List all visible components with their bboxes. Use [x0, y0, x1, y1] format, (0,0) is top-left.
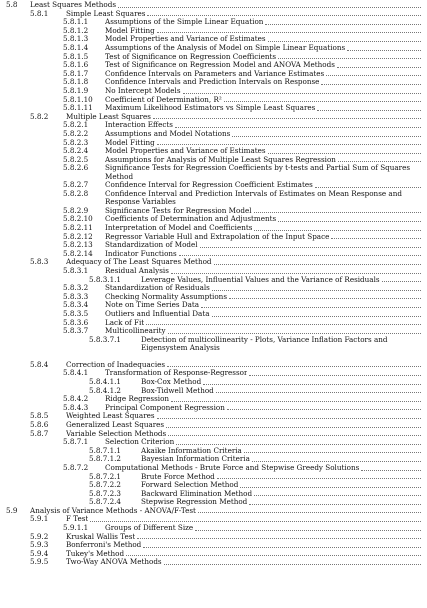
dot-leader: [146, 324, 421, 325]
toc-entry[interactable]: [0, 361, 427, 370]
toc-entry[interactable]: [0, 395, 427, 404]
toc-entry-number: 5.8.1.8: [63, 78, 89, 87]
toc-entry-title: Detection of multicollinearity - Plots, Variance Inflation Factors and Eigensystem Analysis: [141, 335, 388, 353]
dot-leader: [164, 564, 421, 565]
toc-entry[interactable]: [0, 27, 427, 36]
toc-entry-number: 5.8.3.6: [63, 318, 89, 327]
dot-leader: [278, 58, 421, 59]
toc-entry-title: Maximum Likelihood Estimators vs Simple Least Squares: [105, 104, 316, 113]
dot-leader: [254, 230, 421, 231]
toc-entry-title: Assumptions of the Simple Linear Equation: [105, 18, 264, 27]
toc-entry-number: 5.8.1.4: [63, 43, 89, 52]
toc-entry[interactable]: [0, 369, 427, 378]
toc-entry-number: 5.8.4.3: [63, 403, 89, 412]
toc-entry-number: 5.8.1.10: [63, 95, 93, 104]
dot-leader: [326, 75, 421, 76]
toc-entry-title: Regressor Variable Hull and Extrapolation of the Input Space: [105, 232, 330, 241]
toc-entry-title: Kruskal Wallis Test: [66, 532, 136, 541]
toc-entry[interactable]: [0, 70, 427, 79]
toc-entry[interactable]: [0, 284, 427, 293]
dot-leader: [171, 401, 421, 402]
toc-entry-title: Confidence Intervals and Prediction Intervals on Response: [105, 78, 320, 87]
dot-leader: [361, 470, 421, 471]
toc-entry-number: 5.9: [6, 506, 18, 515]
toc-entry-title: Adequacy of The Least Squares Method: [66, 258, 212, 267]
toc-entry-number: 5.8.2.5: [63, 155, 89, 164]
toc-entry-title: Backward Elimination Method: [141, 489, 253, 498]
toc-entry[interactable]: [0, 293, 427, 302]
dot-leader: [347, 50, 421, 51]
toc-entry-title: Forward Selection Method: [141, 481, 239, 490]
dot-leader: [143, 547, 421, 548]
toc-entry-title: Test of Significance on Regression Coefficients: [105, 52, 277, 61]
toc-entry-title: Standardization of Residuals: [105, 284, 210, 293]
toc-entry[interactable]: [0, 541, 427, 550]
toc-entry-number: 5.8.3.7: [63, 327, 89, 336]
toc-entry[interactable]: [0, 156, 427, 165]
toc-entry[interactable]: [0, 430, 427, 439]
dot-leader: [200, 247, 421, 248]
toc-entry-title: Multiple Least Squares: [66, 112, 151, 121]
dot-leader: [179, 255, 421, 256]
dot-leader: [147, 15, 421, 16]
dot-leader: [244, 452, 421, 453]
toc-entry-number: 5.8.7.2.3: [89, 489, 122, 498]
toc-entry-title: Indicator Functions: [105, 249, 177, 258]
toc-entry-title: Assumptions and Model Notations: [105, 129, 231, 138]
dot-leader: [229, 298, 421, 299]
toc-entry-number: 5.8.2.10: [63, 215, 93, 224]
toc-entry-title: Akaike Information Criteria: [141, 446, 242, 455]
dot-leader: [157, 418, 421, 419]
toc-entry[interactable]: [0, 241, 427, 250]
toc-entry-title: Assumptions of the Analysis of Model on Simple Linear Equations: [105, 43, 346, 52]
toc-entry[interactable]: [0, 447, 427, 456]
toc-entry[interactable]: [0, 18, 427, 27]
toc-entry-number: 5.8.1: [30, 9, 49, 18]
toc-spacer: [0, 353, 427, 361]
toc-entry-title: Least Squares Methods: [30, 1, 117, 9]
dot-leader: [317, 110, 421, 111]
dot-leader: [315, 187, 421, 188]
toc-entry[interactable]: [0, 233, 427, 242]
dot-leader: [157, 144, 421, 145]
toc-entry-title: Note on Time Series Data: [105, 301, 200, 310]
toc-entry-title: Assumptions for Analysis of Multiple Least Squares Regression: [105, 155, 336, 164]
toc-entry-number: 5.8.7.2: [63, 463, 89, 472]
toc-entry[interactable]: [0, 104, 427, 113]
toc-entry-number: 5.8.7.1.2: [89, 455, 122, 464]
dot-leader: [166, 427, 421, 428]
toc-entry[interactable]: [0, 464, 427, 473]
toc-entry-title: Lack of Fit: [105, 318, 145, 327]
toc-entry-number: 5.8.2.3: [63, 138, 89, 147]
toc-entry-number: 5.8.7.1.1: [89, 446, 122, 455]
toc-entry[interactable]: [0, 53, 427, 62]
toc-entry-number: 5.8.2.2: [63, 129, 89, 138]
toc-entry[interactable]: [0, 139, 427, 148]
toc-entry[interactable]: [0, 215, 427, 224]
dot-leader: [171, 273, 421, 274]
toc-entry-title: Coefficients of Determination and Adjustments: [105, 215, 277, 224]
toc-entry-number: 5.9.3: [30, 541, 49, 550]
toc-entry[interactable]: [0, 147, 427, 156]
toc-entry-title: Model Fitting: [105, 138, 155, 147]
toc-entry-number: 5.8.2.4: [63, 147, 89, 156]
toc-entry[interactable]: [0, 481, 427, 490]
toc-entry[interactable]: [0, 301, 427, 310]
toc-entry[interactable]: [0, 524, 427, 533]
toc-entry-title: Analysis of Variance Methods - ANOVA/F-Test: [30, 506, 196, 515]
toc-entry[interactable]: [0, 310, 427, 319]
toc-entry-number: 5.8: [6, 1, 18, 9]
dot-leader: [331, 238, 421, 239]
toc-entry[interactable]: [0, 421, 427, 430]
dot-leader: [167, 366, 421, 367]
toc-entry-title: Confidence Interval for Regression Coefficient Estimates: [105, 181, 313, 190]
toc-entry-title: Transformation of Response-Regressor: [105, 369, 248, 378]
toc-entry[interactable]: [0, 121, 427, 130]
toc-entry-title: Interpretation of Model and Coefficients: [105, 224, 253, 233]
toc-entry[interactable]: [0, 1, 427, 10]
toc-entry-number: 5.8.3: [30, 258, 49, 267]
toc-entry-number: 5.8.3.2: [63, 284, 89, 293]
toc-entry-number: 5.8.3.7.1: [89, 335, 122, 344]
toc-entry-title: Bonferroni's Method: [66, 541, 142, 550]
toc-entry-number: 5.8.1.11: [63, 104, 93, 113]
toc-entry-title: Selection Criterion: [105, 438, 175, 447]
dot-leader: [195, 530, 421, 531]
toc-entry-number: 5.8.2.7: [63, 181, 89, 190]
dot-leader: [249, 375, 421, 376]
toc-entry[interactable]: [0, 550, 427, 559]
dot-leader: [338, 161, 421, 162]
toc-entry-number: 5.9.5: [30, 558, 49, 567]
dot-leader: [268, 153, 421, 154]
toc-entry-number: 5.8.1.6: [63, 61, 89, 70]
toc-entry-number: 5.9.4: [30, 549, 49, 558]
toc-entry[interactable]: [0, 87, 427, 96]
dot-leader: [254, 495, 421, 496]
toc-entry-title: Multicollinearity: [105, 327, 166, 336]
dot-leader: [157, 32, 421, 33]
toc-entry-number: 5.8.2.1: [63, 121, 89, 130]
toc-entry-number: 5.8.1.1: [63, 18, 89, 27]
toc-entry-number: 5.8.2.9: [63, 206, 89, 215]
toc-entry-number: 5.8.4.1.1: [89, 377, 122, 386]
dot-leader: [212, 316, 421, 317]
toc-entry[interactable]: [0, 498, 427, 507]
dot-leader: [212, 290, 421, 291]
toc-entry[interactable]: [0, 10, 427, 19]
toc-entry[interactable]: [0, 473, 427, 482]
dot-leader: [175, 127, 421, 128]
toc-entry-title: Principal Component Regression: [105, 403, 225, 412]
toc-entry[interactable]: [0, 438, 427, 447]
toc-entry[interactable]: [0, 412, 427, 421]
toc-entry[interactable]: [0, 61, 427, 70]
toc-entry-title: Brute Force Method: [141, 472, 215, 481]
dot-leader: [201, 307, 421, 308]
toc-entry-number: 5.9.1: [30, 515, 49, 524]
dot-leader: [268, 41, 421, 42]
toc-entry[interactable]: [0, 130, 427, 139]
toc-entry-title: Confidence Intervals on Parameters and Variance Estimates: [105, 69, 325, 78]
dot-leader: [176, 444, 421, 445]
toc-entry[interactable]: [0, 190, 427, 207]
dot-leader: [168, 333, 421, 334]
toc-entry-number: 5.8.7.2.4: [89, 498, 122, 507]
toc-entry[interactable]: [0, 336, 427, 353]
toc-entry[interactable]: [0, 533, 427, 542]
toc-entry[interactable]: [0, 224, 427, 233]
toc-entry-number: 5.8.3.1.1: [89, 275, 122, 284]
toc-entry-title: Stepwise Regression Method: [141, 498, 248, 507]
toc-entry[interactable]: [0, 164, 427, 181]
dot-leader: [278, 221, 421, 222]
toc-entry-number: 5.9.1.1: [63, 524, 89, 533]
toc-entry-number: 5.8.2.6: [63, 164, 89, 173]
dot-leader: [203, 384, 421, 385]
dot-leader: [214, 264, 422, 265]
toc-entry-title: Leverage Values, Influential Values and the Variance of Residuals: [141, 275, 380, 284]
toc-entry-number: 5.8.2.8: [63, 189, 89, 198]
toc-entry-title: Standardization of Model: [105, 241, 198, 250]
toc-entry-title: Two-Way ANOVA Methods: [66, 558, 162, 567]
toc-entry-title: Test of Significance on Regression Model and ANOVA Methods: [105, 61, 335, 70]
toc-entry-title: Tukey's Method: [66, 549, 125, 558]
toc-entry[interactable]: [0, 507, 427, 516]
dot-leader: [118, 7, 421, 8]
toc-entry-title: Correction of Inadequacies: [66, 360, 166, 369]
toc-entry-number: 5.8.4.1.2: [89, 386, 122, 395]
toc-entry-number: 5.8.3.5: [63, 310, 89, 318]
dot-leader: [240, 487, 421, 488]
dot-leader: [216, 392, 421, 393]
toc-entry[interactable]: [0, 276, 427, 285]
toc-entry-title: Significance Tests for Regression Model: [105, 206, 252, 215]
dot-leader: [90, 521, 421, 522]
dot-leader: [321, 84, 421, 85]
toc-entry[interactable]: [0, 490, 427, 499]
toc-entry-number: 5.8.2.14: [63, 249, 93, 258]
dot-leader: [137, 538, 421, 539]
toc-entry-number: 5.8.1.2: [63, 26, 89, 35]
toc-entry-title: Weighted Least Squares: [66, 412, 155, 421]
toc-entry-number: 5.8.6: [30, 420, 49, 429]
toc-entry[interactable]: [0, 327, 427, 336]
toc-entry[interactable]: [0, 44, 427, 53]
toc-entry-number: 5.8.4: [30, 360, 49, 369]
dot-leader: [249, 504, 421, 505]
toc-entry-number: 5.8.2: [30, 112, 49, 121]
toc-entry-number: 5.8.5: [30, 412, 49, 421]
dot-leader: [337, 67, 421, 68]
toc-entry[interactable]: [0, 404, 427, 413]
toc-entry[interactable]: [0, 558, 427, 567]
toc-entry-number: 5.8.1.5: [63, 52, 89, 61]
toc-entry-title: Checking Normality Assumptions: [105, 292, 228, 301]
toc-entry-title: Simple Least Squares: [66, 9, 146, 18]
dot-leader: [183, 93, 421, 94]
toc-entry[interactable]: [0, 113, 427, 122]
toc-entry-title: Coefficient of Determination, R²: [105, 95, 222, 104]
dot-leader: [198, 512, 421, 513]
toc-entry-title: Bayesian Information Criteria: [141, 455, 250, 464]
toc-entry-title: Box-Cox Method: [141, 377, 202, 386]
toc-entry-title: Variable Selection Methods: [66, 429, 167, 438]
toc-entry-number: 5.8.7: [30, 429, 49, 438]
toc-entry[interactable]: [0, 515, 427, 524]
toc-entry-number: 5.8.3.1: [63, 267, 89, 276]
toc-entry-number: 5.8.1.3: [63, 35, 89, 44]
dot-leader: [224, 101, 421, 102]
toc-entry-title: Box-Tidwell Method: [141, 386, 214, 395]
dot-leader: [382, 281, 421, 282]
dot-leader: [126, 555, 421, 556]
toc-entry[interactable]: [0, 181, 427, 190]
toc-entry-title: Generalized Least Squares: [66, 420, 165, 429]
toc-entry[interactable]: [0, 267, 427, 276]
dot-leader: [168, 435, 421, 436]
dot-leader: [153, 118, 421, 119]
toc-entry[interactable]: [0, 319, 427, 328]
toc-entry-number: 5.8.7.2.2: [89, 481, 122, 490]
toc-entry-title: F Test: [66, 515, 89, 524]
toc-entry[interactable]: [0, 96, 427, 105]
toc-entry-number: 5.8.4.2: [63, 395, 89, 404]
toc-entry-title: Model Properties and Variance of Estimates: [105, 147, 266, 156]
toc-entry[interactable]: [0, 250, 427, 259]
toc-entry-number: 5.8.1.9: [63, 86, 89, 95]
toc-entry[interactable]: [0, 35, 427, 44]
toc-entry-number: 5.8.2.11: [63, 224, 93, 233]
toc-entry-number: 5.8.2.13: [63, 241, 93, 250]
toc-entry-number: 5.8.4.1: [63, 369, 89, 378]
toc-entry[interactable]: [0, 207, 427, 216]
toc-entry-title: Outliers and Influential Data: [105, 310, 210, 318]
toc-entry-title: No Intercept Models: [105, 86, 181, 95]
toc-entry-number: 5.8.3.4: [63, 301, 89, 310]
toc-entry-number: 5.8.2.12: [63, 232, 93, 241]
toc-entry-title: Computational Methods - Brute Force and Stepwise Greedy Solutions: [105, 463, 360, 472]
toc-entry-title: Interaction Effects: [105, 121, 173, 130]
toc-entry-title: Ridge Regression: [105, 395, 170, 404]
toc-entry[interactable]: [0, 387, 427, 396]
toc-entry-number: 5.9.2: [30, 532, 49, 541]
toc-entry-title: Model Properties and Variance of Estimates: [105, 35, 266, 44]
toc-entry-title: Confidence Interval and Prediction Intervals of Estimates on Mean Response and Response Variables: [105, 189, 402, 207]
toc-entry-title: Significance Tests for Regression Coefficients by t-tests and Partial Sum of Squares Method: [105, 164, 411, 181]
toc-entry-number: 5.8.7.2.1: [89, 472, 122, 481]
toc-entry[interactable]: [0, 455, 427, 464]
toc-entry-title: Residual Analysis: [105, 267, 169, 276]
toc-entry[interactable]: [0, 78, 427, 87]
dot-leader: [227, 409, 421, 410]
dot-leader: [252, 461, 421, 462]
toc-entry-title: Groups of Different Size: [105, 524, 194, 533]
dot-leader: [217, 478, 421, 479]
dot-leader: [254, 212, 421, 213]
dot-leader: [232, 136, 421, 137]
dot-leader: [265, 24, 421, 25]
toc-entry-number: 5.8.1.7: [63, 69, 89, 78]
toc-entry[interactable]: [0, 378, 427, 387]
toc-entry-title: Model Fitting: [105, 26, 155, 35]
toc-entry-number: 5.8.3.3: [63, 292, 89, 301]
toc-entry[interactable]: [0, 258, 427, 267]
toc-entry-number: 5.8.7.1: [63, 438, 89, 447]
